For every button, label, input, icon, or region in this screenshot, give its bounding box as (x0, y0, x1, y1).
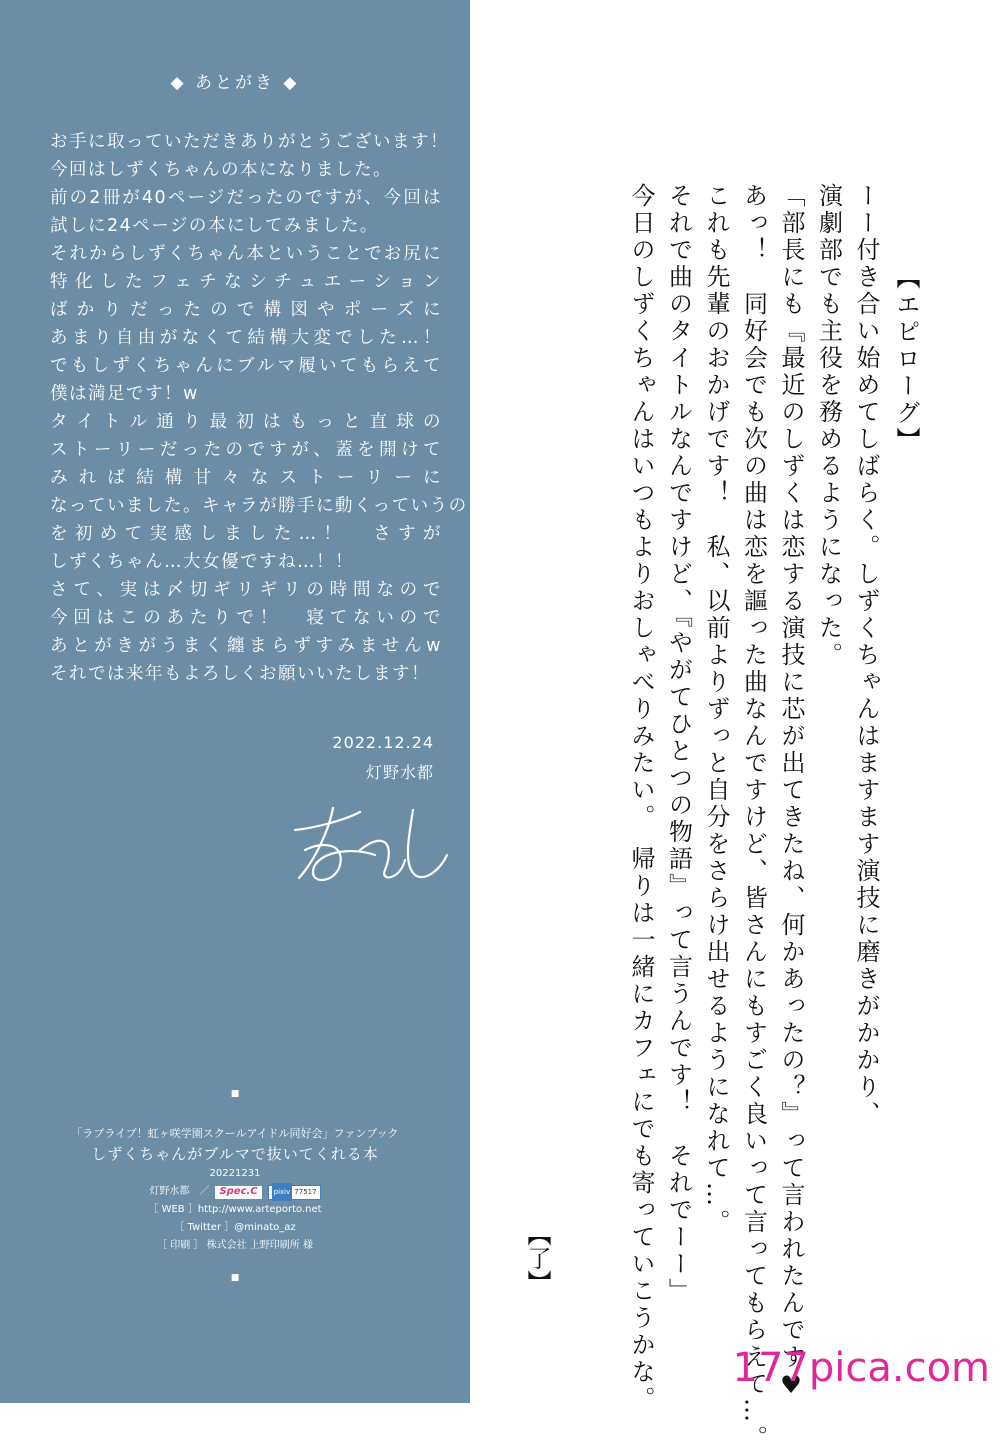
afterword-line: 前の2冊が40ページだったのですが、今回は (50, 188, 442, 208)
afterword-author: 灯野水都 (365, 763, 434, 782)
afterword-line: 試しに24ページの本にしてみました。 (50, 216, 379, 236)
afterword-line: 今回はこのあたりで！ 寝てないので (50, 608, 442, 628)
colophon (0, 1085, 470, 1287)
afterword-line: なっていました。キャラが勝手に動くっていうの (50, 496, 468, 516)
afterword-line: 僕は満足です！w (50, 384, 199, 404)
colophon-twitter: ［ Twitter ］@minato_az (174, 1222, 296, 1233)
colophon-printer: ［ 印刷 ］ 株式会社 上野印刷所 様 (157, 1240, 313, 1251)
story-column: ーー付き合い始めてしばらく。しずくちゃんはますます演技に磨きがかかり、 (852, 183, 880, 1128)
colophon-bullet-top: ■ (230, 1089, 240, 1099)
story-column: 「部長にも『最近のしずくは恋する演技に芯が出てきたね、何かあったの？』って言われたんです♥ (777, 183, 805, 1402)
story-column: 演劇部でも主役を務めるようになった。 (814, 183, 843, 669)
end-mark: 【了】 (523, 1222, 551, 1294)
afterword-line: それでは来年もよろしくお願いいたします！ (50, 664, 430, 684)
afterword-line: タイトル通り最初はもっと直球の (50, 412, 442, 432)
afterword-line: あまり自由がなくて結構大変でした…！ (50, 328, 442, 348)
afterword-body (50, 128, 468, 688)
signature-image (285, 790, 465, 900)
afterword-date: 2022.12.24 (332, 733, 434, 752)
story-column: それで曲のタイトルなんですけど、『やがてひとつの物語』って言うんです！ それでーー」 (664, 183, 693, 1305)
story-column: 今日のしずくちゃんはいつもよりおしゃべりみたい。 帰りは一緒にカフェにでも寄っていこうかな。 (627, 183, 655, 1413)
afterword-line: さて、実は〆切ギリギリの時間なので (50, 580, 442, 600)
story-column: これも先輩のおかげです！ 私、以前よりずっと自分をさらけ出せるようになれて…。 (702, 183, 730, 1236)
story-title: 【エピローグ】 (892, 265, 920, 454)
afterword-line: それからしずくちゃん本ということでお尻に (50, 244, 442, 264)
circle-logo: Spec.C (215, 1186, 261, 1199)
colophon-book-title: しずくちゃんがブルマで抜いてくれる本 (91, 1145, 379, 1163)
afterword-heading: ◆ あとがき ◆ (170, 73, 300, 93)
afterword-line: ストーリーだったのですが、蓋を開けて (50, 440, 442, 460)
colophon-circle-row (0, 1183, 470, 1201)
colophon-web: ［ WEB ］http://www.arteporto.net (148, 1204, 322, 1215)
pixiv-id: 77517 (294, 1188, 317, 1196)
colophon-author: 灯野水都 ／ (149, 1186, 210, 1197)
afterword-line: みれば結構甘々なストーリーに (50, 468, 442, 488)
pixiv-badge (268, 1185, 321, 1200)
pixiv-label: pixiv (272, 1183, 293, 1201)
afterword-line: でもしずくちゃんにブルマ履いてもらえて (50, 356, 442, 376)
colophon-bullet-bottom: ■ (230, 1273, 240, 1283)
afterword-line: 今回はしずくちゃんの本になりました。 (50, 160, 392, 180)
colophon-edition: 20221231 (209, 1168, 261, 1179)
afterword-line: あとがきがうまく纏まらずすみませんw (50, 636, 442, 656)
afterword-panel (0, 0, 470, 1403)
watermark: 177pica.com (732, 1345, 990, 1391)
story-column: あっ！ 同好会でも次の曲は恋を謳った曲なんですけど、皆さんにもすごく良いって言ってもらえて…。 (739, 183, 768, 1452)
afterword-line: ばかりだったので構図やポーズに (50, 300, 442, 320)
afterword-line: を初めて実感しました…！ さすが (50, 524, 442, 544)
colophon-series: 「ラブライブ！虹ヶ咲学園スクールアイドル同好会」ファンブック (71, 1127, 399, 1140)
afterword-line: お手に取っていただきありがとうございます！ (50, 132, 449, 152)
afterword-line: 特化したフェチなシチュエーション (50, 272, 442, 292)
afterword-line: しずくちゃん…大女優ですね…！！ (50, 552, 354, 572)
